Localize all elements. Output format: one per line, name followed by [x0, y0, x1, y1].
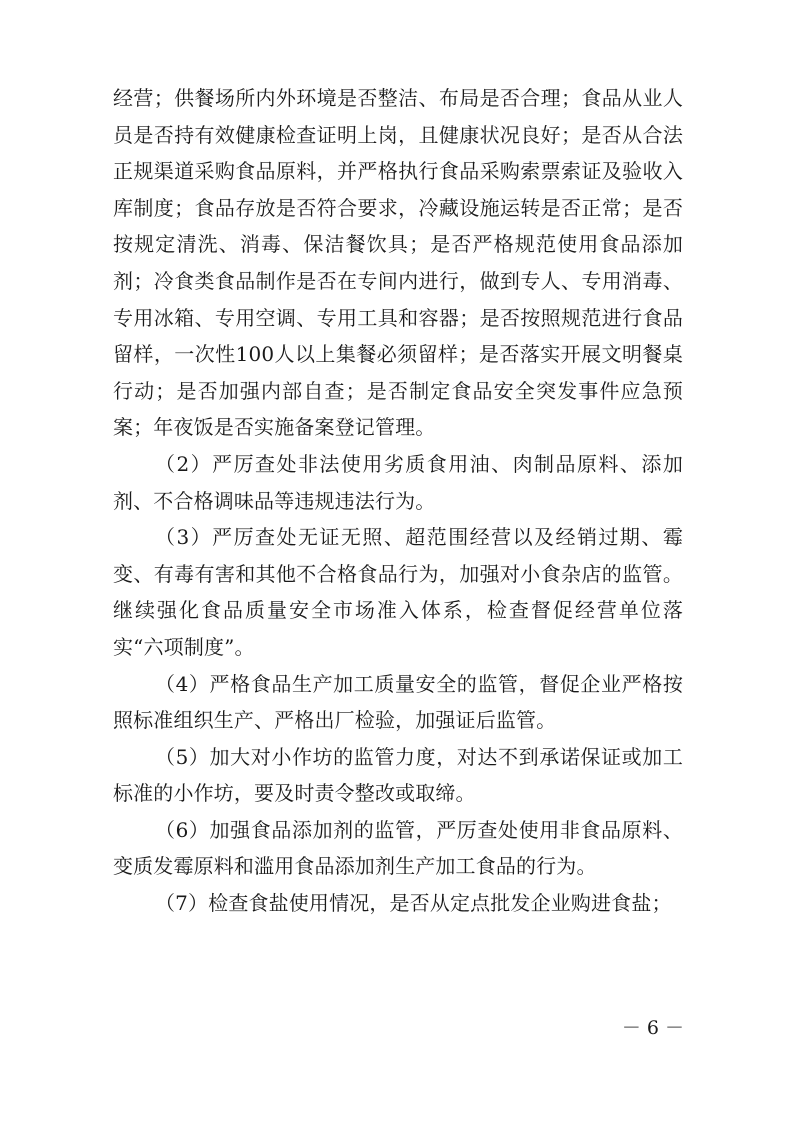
- page-number: － 6 －: [621, 1017, 684, 1039]
- paragraph-item-3: （3）严厉查处无证无照、超范围经营以及经销过期、霉变、有毒有害和其他不合格食品行为，加强对小食杂店的监管。继续强化食品质量安全市场准入体系，检查督促经营单位落实“六项制度”。: [113, 525, 683, 659]
- paragraph-item-2: （2）严厉查处非法使用劣质食用油、肉制品原料、添加剂、不合格调味品等违规违法行为。: [113, 451, 683, 513]
- paragraph-item-6: （6）加强食品添加剂的监管，严厉查处使用非食品原料、变质发霉原料和滥用食品添加剂生产加工食品的行为。: [113, 817, 683, 879]
- paragraph-item-7: （7）检查食盐使用情况，是否从定点批发企业购进食盐；: [155, 891, 672, 916]
- body-text: [113, 80, 683, 922]
- paragraph-item-4: （4）严格食品生产加工质量安全的监管，督促企业严格按照标准组织生产、严格出厂检验，加强证后监管。: [113, 671, 683, 733]
- paragraph-continuation: 经营；供餐场所内外环境是否整洁、布局是否合理；食品从业人员是否持有效健康检查证明上岗，且健康状况良好；是否从合法正规渠道采购食品原料，并严格执行食品采购索票索证及验收入库制度；食品存放是否符合要求，冷藏设施运转是否正常；是否按规定清洗、消毒、保洁餐饮具；是否严格规范使用食品添加剂；冷食类食品制作是否在专间内进行，做到专人、专用消毒、专用冰箱、专用空调、专用工具和容器；是否按照规范进行食品留样，一次性100人以上集餐必须留样；是否落实开展文明餐桌行动；是否加强内部自查；是否制定食品安全突发事件应急预案；年夜饭是否实施备案登记管理。: [113, 86, 683, 440]
- paragraph-item-5: （5）加大对小作坊的监管力度，对达不到承诺保证或加工标准的小作坊，要及时责令整改或取缔。: [113, 744, 683, 806]
